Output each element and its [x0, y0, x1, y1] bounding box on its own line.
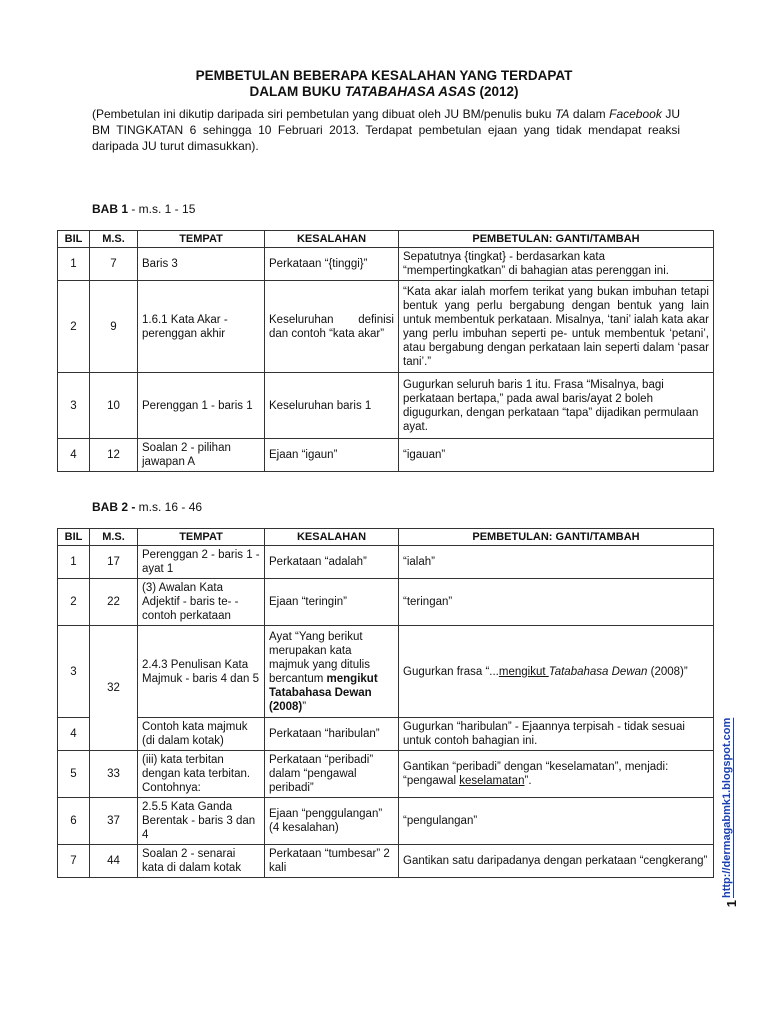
- page-number: 1: [724, 900, 739, 908]
- document-title-line1: PEMBETULAN BEBERAPA KESALAHAN YANG TERDAPAT: [195, 68, 573, 83]
- table-row: 3 32 2.4.3 Penulisan Kata Majmuk - baris 4 dan 5 Ayat “Yang berikut merupakan kata majmuk yang ditulis bercantum mengikut Tatabahasa Dewan (2008)” Gugurkan frasa “...mengikut Tatabahasa Dewan (2008)”: [58, 626, 714, 718]
- bab2-table: [57, 528, 714, 878]
- blog-link-text[interactable]: http://dermagabmk1.blogspot.com: [721, 717, 733, 898]
- table-row: 4 12 Soalan 2 - pilihan jawapan A Ejaan “igaun” “igauan”: [58, 439, 714, 472]
- table-row: 6 37 2.5.5 Kata Ganda Berentak - baris 3 dan 4 Ejaan “penggulangan” (4 kesalahan) “pengulangan”: [58, 798, 714, 845]
- bab1-table: [57, 230, 714, 472]
- table-header-row: [58, 529, 714, 546]
- table-row: 1 17 Perenggan 2 - baris 1 - ayat 1 Perkataan “adalah” “ialah”: [58, 546, 714, 579]
- table-row: 4 Contoh kata majmuk (di dalam kotak) Perkataan “haribulan” Gugurkan “haribulan” - Ejaannya terpisah - tidak sesuai untuk contoh bahagian ini.: [58, 718, 714, 751]
- table-row: 7 44 Soalan 2 - senarai kata di dalam kotak Perkataan “tumbesar” 2 kali Gantikan satu daripadanya dengan perkataan “cengkerang”: [58, 845, 714, 878]
- intro-paragraph: (Pembetulan ini dikutip daripada siri pembetulan yang dibuat oleh JU BM/penulis buku TA dalam Facebook JU BM TINGKATAN 6 sehingga 10 Februari 2013. Terdapat pembetulan ejaan yang tidak mendapat reaksi daripada JU turut dimasukkan).: [92, 107, 680, 153]
- table-row: 2 9 1.6.1 Kata Akar - perenggan akhir Keseluruhan definisi dan contoh “kata akar” “Kata akar ialah morfem terikat yang bukan imbuhan tetapi bentuk yang perlu bergabung dengan bentuk yang lain untuk membentuk perkataan. Misalnya, ‘tani’ ialah kata akar yang perlu imbuhan seperti pe- untuk membentuk ‘petani’, atau bergabung dengan perkataan lain seperti dalam ‘pasar tani’.”: [58, 281, 714, 373]
- bab2-heading: BAB 2 - m.s. 16 - 46: [92, 500, 203, 514]
- table-row: 5 33 (iii) kata terbitan dengan kata terbitan. Contohnya: Perkataan “peribadi” dalam “pengawal peribadi” Gantikan “peribadi” dengan “keselamatan”, menjadi: “pengawal keselamatan”.: [58, 751, 714, 798]
- header-kesalahan: KESALAHAN: [265, 231, 399, 248]
- header-tempat: TEMPAT: [138, 231, 265, 248]
- side-blog-link[interactable]: [721, 708, 739, 918]
- table-row: 3 10 Perenggan 1 - baris 1 Keseluruhan baris 1 Gugurkan seluruh baris 1 itu. Frasa “Misalnya, bagi perkataan bertapa,” pada awal baris/ayat 2 boleh digugurkan, dengan perkataan “tapa” dijadikan permulaan ayat.: [58, 373, 714, 439]
- header-pembetulan: PEMBETULAN: GANTI/TAMBAH: [399, 231, 714, 248]
- header-bil: BIL: [58, 231, 90, 248]
- bab1-heading: BAB 1 - m.s. 1 - 15: [92, 202, 196, 216]
- document-title-line2: DALAM BUKU TATABAHASA ASAS (2012): [249, 84, 519, 99]
- table-header-row: [58, 231, 714, 248]
- header-ms: M.S.: [90, 231, 138, 248]
- header-bil: BIL: [58, 529, 90, 546]
- table-row: 1 7 Baris 3 Perkataan “{tinggi}” Sepatutnya {tingkat} - berdasarkan kata “mempertingkatkan” di bahagian atas perenggan ini.: [58, 248, 714, 281]
- table-row: 2 22 (3) Awalan Kata Adjektif - baris te- - contoh perkataan Ejaan “teringin” “teringan”: [58, 579, 714, 626]
- header-pembetulan: PEMBETULAN: GANTI/TAMBAH: [399, 529, 714, 546]
- header-ms: M.S.: [90, 529, 138, 546]
- header-tempat: TEMPAT: [138, 529, 265, 546]
- header-kesalahan: KESALAHAN: [265, 529, 399, 546]
